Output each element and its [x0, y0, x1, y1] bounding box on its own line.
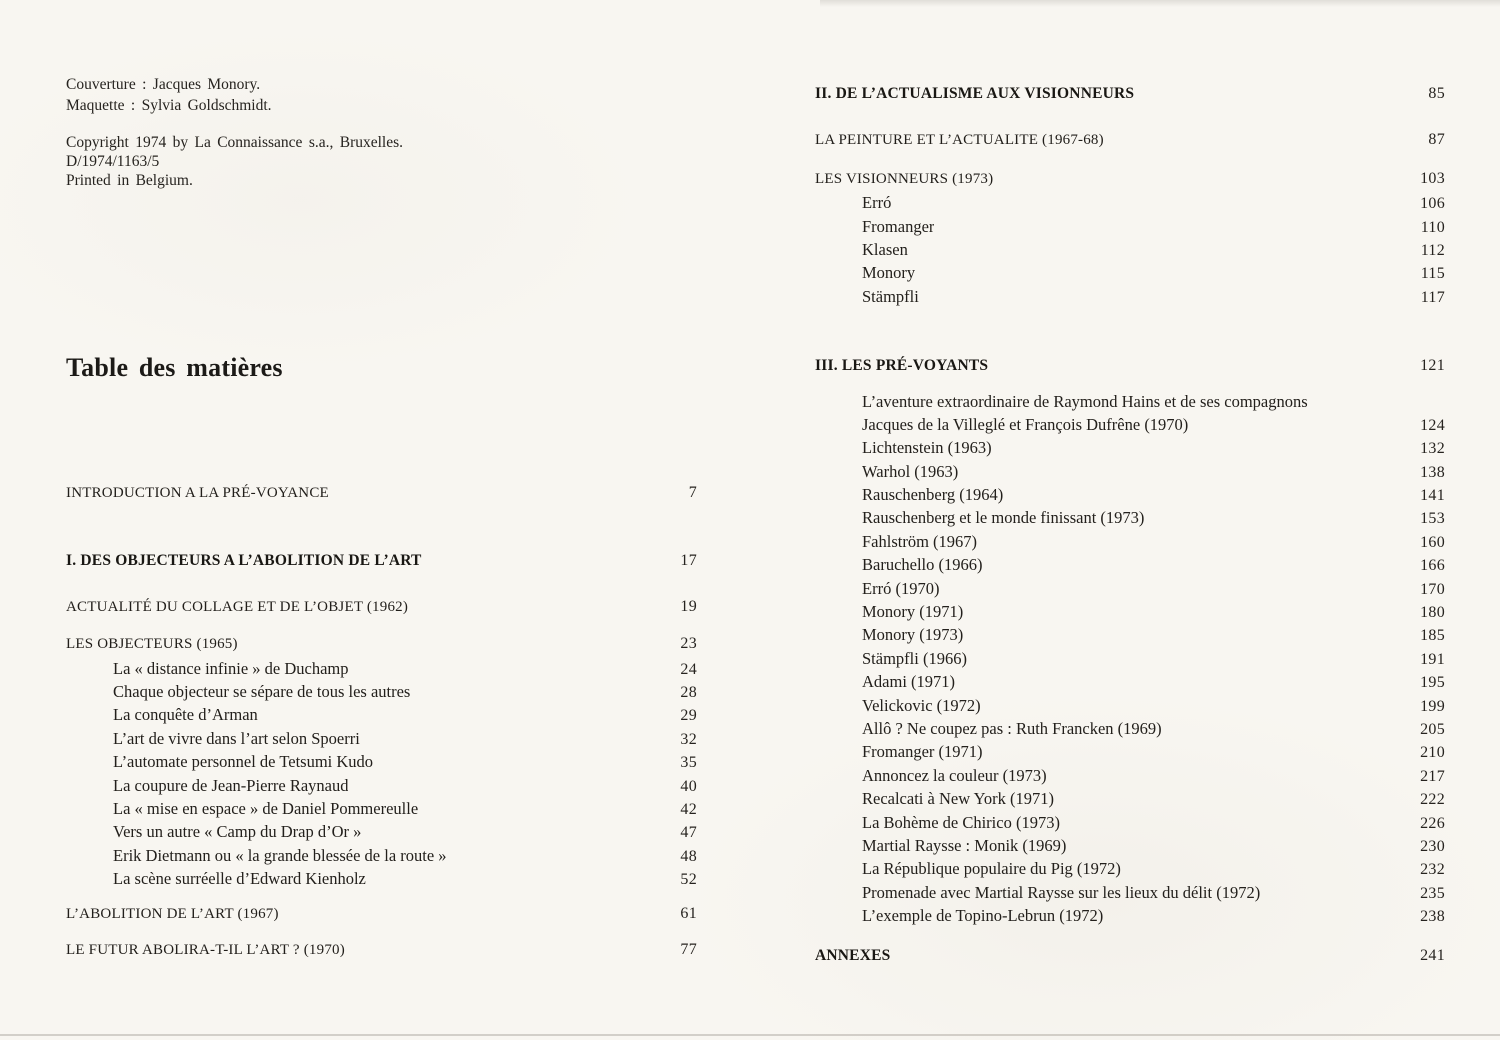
toc-entry-page: 141	[1420, 487, 1445, 505]
toc-entry-page: 205	[1420, 720, 1445, 738]
colophon-deposit-number: D/1974/1163/5	[66, 153, 160, 170]
toc-entry	[815, 460, 1445, 483]
toc-entry-label: Monory (1971)	[862, 602, 964, 622]
toc-entry	[815, 717, 1445, 740]
toc-entry-label: L’exemple de Topino-Lebrun (1972)	[862, 906, 1104, 926]
toc-entry-page: 180	[1420, 604, 1445, 622]
toc-entry-label: II. DE L’ACTUALISME AUX VISIONNEURS	[815, 85, 1135, 102]
toc-entry	[815, 530, 1445, 553]
toc-entry-page: 226	[1420, 814, 1445, 832]
toc-entry-label: Vers un autre « Camp du Drap d’Or »	[113, 822, 362, 842]
toc-entry-page: 24	[680, 660, 697, 678]
toc-entry	[815, 740, 1445, 763]
toc-entry-page: 103	[1420, 169, 1445, 187]
toc-column-left	[66, 481, 697, 961]
toc-entry	[815, 436, 1445, 459]
toc-entry-page: 115	[1420, 265, 1445, 283]
toc-entry	[815, 191, 1445, 214]
toc-entry-page: 222	[1420, 791, 1445, 809]
toc-entry-page: 191	[1420, 650, 1445, 668]
toc-entry-page: 29	[680, 707, 697, 725]
colophon-cover-credit: Couverture : Jacques Monory.	[66, 76, 261, 93]
toc-entry-label: Klasen	[862, 239, 908, 259]
toc-entry	[815, 506, 1445, 529]
toc-entry-label: Monory (1973)	[862, 625, 964, 645]
toc-entry-page: 28	[680, 683, 697, 701]
toc-entry-page: 35	[680, 754, 697, 772]
toc-entry-label: Fromanger	[862, 216, 935, 236]
toc-entry-label: Chaque objecteur se sépare de tous les autres	[113, 681, 411, 701]
toc-entry-label: La « distance infinie » de Duchamp	[113, 658, 349, 678]
toc-entry-label: ANNEXES	[815, 946, 891, 964]
toc-entry	[66, 938, 697, 961]
toc-entry	[815, 553, 1445, 576]
toc-entry-label: La scène surréelle d’Edward Kienholz	[113, 869, 366, 889]
toc-entry	[66, 632, 697, 655]
toc-entry-label: ACTUALITÉ DU COLLAGE ET DE L’OBJET (1962)	[66, 598, 409, 615]
toc-entry-page: 23	[680, 635, 697, 653]
toc-entry	[815, 600, 1445, 623]
toc-entry-label: LES VISIONNEURS (1973)	[815, 170, 994, 187]
toc-entry-page: 138	[1420, 463, 1445, 481]
toc-entry	[815, 694, 1445, 717]
toc-entry-page: 199	[1420, 697, 1445, 715]
colophon-layout-credit: Maquette : Sylvia Goldschmidt.	[66, 97, 272, 114]
toc-entry-page: 52	[680, 871, 697, 889]
toc-entry	[815, 577, 1445, 600]
toc-entry	[815, 857, 1445, 880]
toc-entry-label: Stämpfli	[862, 286, 919, 306]
toc-entry	[66, 657, 697, 680]
toc-entry-page: 210	[1420, 744, 1445, 762]
toc-entry-label: Fahlström (1967)	[862, 531, 978, 551]
toc-entry	[815, 834, 1445, 857]
toc-entry	[66, 481, 697, 504]
toc-entry	[66, 595, 697, 618]
toc-entry-label: Fromanger (1971)	[862, 742, 983, 762]
toc-entry	[815, 128, 1445, 151]
toc-entry-page: 230	[1420, 837, 1445, 855]
toc-entry-page: 32	[680, 730, 697, 748]
toc-entry-page: 112	[1420, 241, 1445, 259]
toc-entry-page: 235	[1420, 884, 1445, 902]
toc-entry-label: III. LES PRÉ-VOYANTS	[815, 357, 989, 375]
toc-entry-label: Promenade avec Martial Raysse sur les lieux du délit (1972)	[862, 882, 1261, 902]
toc-entry-page: 170	[1420, 580, 1445, 598]
toc-entry-label: Monory	[862, 263, 916, 283]
colophon	[66, 74, 403, 190]
toc-entry	[815, 483, 1445, 506]
toc-entry	[66, 774, 697, 797]
toc-entry-page: 217	[1420, 767, 1445, 785]
toc-entry-label: Rauschenberg (1964)	[862, 485, 1004, 505]
toc-entry	[66, 680, 697, 703]
toc-entry	[66, 867, 697, 890]
toc-entry-page: 19	[680, 597, 697, 615]
toc-entry	[66, 727, 697, 750]
toc-entry	[66, 549, 697, 572]
toc-entry-page: 124	[1420, 416, 1445, 434]
toc-entry-page: 110	[1420, 218, 1445, 236]
toc-entry-label: Lichtenstein (1963)	[862, 438, 992, 458]
toc-entry-label: Adami (1971)	[862, 672, 956, 692]
toc-entry	[815, 623, 1445, 646]
toc-entry-page: 85	[1428, 85, 1445, 102]
toc-entry-label: Rauschenberg et le monde finissant (1973)	[862, 508, 1145, 528]
scan-edge-artifact	[0, 1034, 1500, 1036]
toc-entry-label: LES OBJECTEURS (1965)	[66, 636, 238, 653]
scan-edge-artifact	[820, 0, 1500, 7]
toc-entry-label: L’aventure extraordinaire de Raymond Hains et de ses compagnons	[862, 391, 1308, 411]
toc-entry-page: 185	[1420, 627, 1445, 645]
toc-entry-label: La République populaire du Pig (1972)	[862, 859, 1121, 879]
toc-entry-page: 241	[1420, 946, 1445, 964]
toc-entry-page: 87	[1428, 131, 1445, 149]
toc-entry	[815, 647, 1445, 670]
toc-entry-label: La conquête d’Arman	[113, 705, 258, 725]
colophon-copyright-line: Copyright 1974 by La Connaissance s.a., Bruxelles.	[66, 134, 404, 151]
toc-entry-page: 17	[680, 552, 697, 570]
toc-entry	[66, 797, 697, 820]
toc-entry	[815, 215, 1445, 238]
toc-entry	[815, 811, 1445, 834]
toc-entry-page: 40	[680, 777, 697, 795]
toc-entry-page: 166	[1420, 557, 1445, 575]
toc-entry	[66, 820, 697, 843]
toc-entry-label: LA PEINTURE ET L’ACTUALITE (1967-68)	[815, 132, 1104, 149]
toc-entry	[66, 750, 697, 773]
toc-entry-page: 106	[1420, 195, 1445, 213]
toc-entry-label: Jacques de la Villeglé et François Dufrêne (1970)	[862, 414, 1189, 434]
toc-entry-label: Erró (1970)	[862, 578, 940, 598]
toc-entry-label: I. DES OBJECTEURS A L’ABOLITION DE L’ART	[66, 552, 422, 570]
toc-entry-page: 238	[1420, 908, 1445, 926]
toc-entry-label: Martial Raysse : Monik (1969)	[862, 835, 1067, 855]
toc-entry	[815, 285, 1445, 308]
toc-column-right	[815, 82, 1445, 967]
toc-entry	[815, 787, 1445, 810]
toc-entry-label: Warhol (1963)	[862, 461, 959, 481]
toc-entry	[66, 703, 697, 726]
toc-entry-label: Velickovic (1972)	[862, 695, 981, 715]
toc-entry	[815, 261, 1445, 284]
toc-entry-page: 48	[680, 847, 697, 865]
page-title: Table des matières	[66, 353, 283, 383]
toc-entry-page: 153	[1420, 510, 1445, 528]
toc-entry	[815, 944, 1445, 967]
toc-entry-label: L’ABOLITION DE L’ART (1967)	[66, 906, 279, 923]
toc-entry-label: La Bohème de Chirico (1973)	[862, 812, 1060, 832]
toc-entry-page: 132	[1420, 440, 1445, 458]
toc-entry-page: 47	[680, 824, 697, 842]
toc-entry-page: 117	[1420, 288, 1445, 306]
toc-entry-page: 61	[680, 905, 697, 923]
toc-entry-page: 42	[680, 800, 697, 818]
toc-entry-page: 195	[1420, 674, 1445, 692]
toc-entry	[815, 764, 1445, 787]
toc-entry-page: 77	[680, 940, 697, 958]
toc-entry-label: La « mise en espace » de Daniel Pommereulle	[113, 798, 419, 818]
toc-entry	[815, 238, 1445, 261]
toc-entry-label: Erró	[862, 193, 892, 213]
toc-entry-label: L’art de vivre dans l’art selon Spoerri	[113, 728, 360, 748]
toc-entry-page: 7	[688, 484, 697, 501]
toc-entry-label: Erik Dietmann ou « la grande blessée de la route »	[113, 845, 447, 865]
toc-entry	[815, 167, 1445, 190]
toc-entry	[815, 881, 1445, 904]
toc-entry	[815, 354, 1445, 377]
toc-entry	[815, 904, 1445, 927]
toc-entry-label: LE FUTUR ABOLIRA-T-IL L’ART ? (1970)	[66, 941, 345, 958]
toc-entry	[815, 390, 1445, 413]
toc-entry-label: Allô ? Ne coupez pas : Ruth Francken (1969)	[862, 718, 1162, 738]
toc-entry	[815, 413, 1445, 436]
toc-entry-label: Baruchello (1966)	[862, 555, 983, 575]
toc-entry-label: Stämpfli (1966)	[862, 648, 967, 668]
toc-entry-page: 160	[1420, 533, 1445, 551]
toc-entry-label: L’automate personnel de Tetsumi Kudo	[113, 752, 374, 772]
toc-entry-page: 121	[1420, 357, 1445, 375]
colophon-printed-line: Printed in Belgium.	[66, 172, 193, 189]
toc-entry	[815, 670, 1445, 693]
toc-entry-label: INTRODUCTION A LA PRÉ-VOYANCE	[66, 485, 329, 501]
toc-entry	[66, 844, 697, 867]
toc-entry-label: Annoncez la couleur (1973)	[862, 765, 1047, 785]
toc-entry	[815, 82, 1445, 105]
toc-entry	[66, 902, 697, 925]
toc-entry-label: Recalcati à New York (1971)	[862, 789, 1054, 809]
toc-entry-label: La coupure de Jean-Pierre Raynaud	[113, 775, 349, 795]
toc-entry-page: 232	[1420, 861, 1445, 879]
